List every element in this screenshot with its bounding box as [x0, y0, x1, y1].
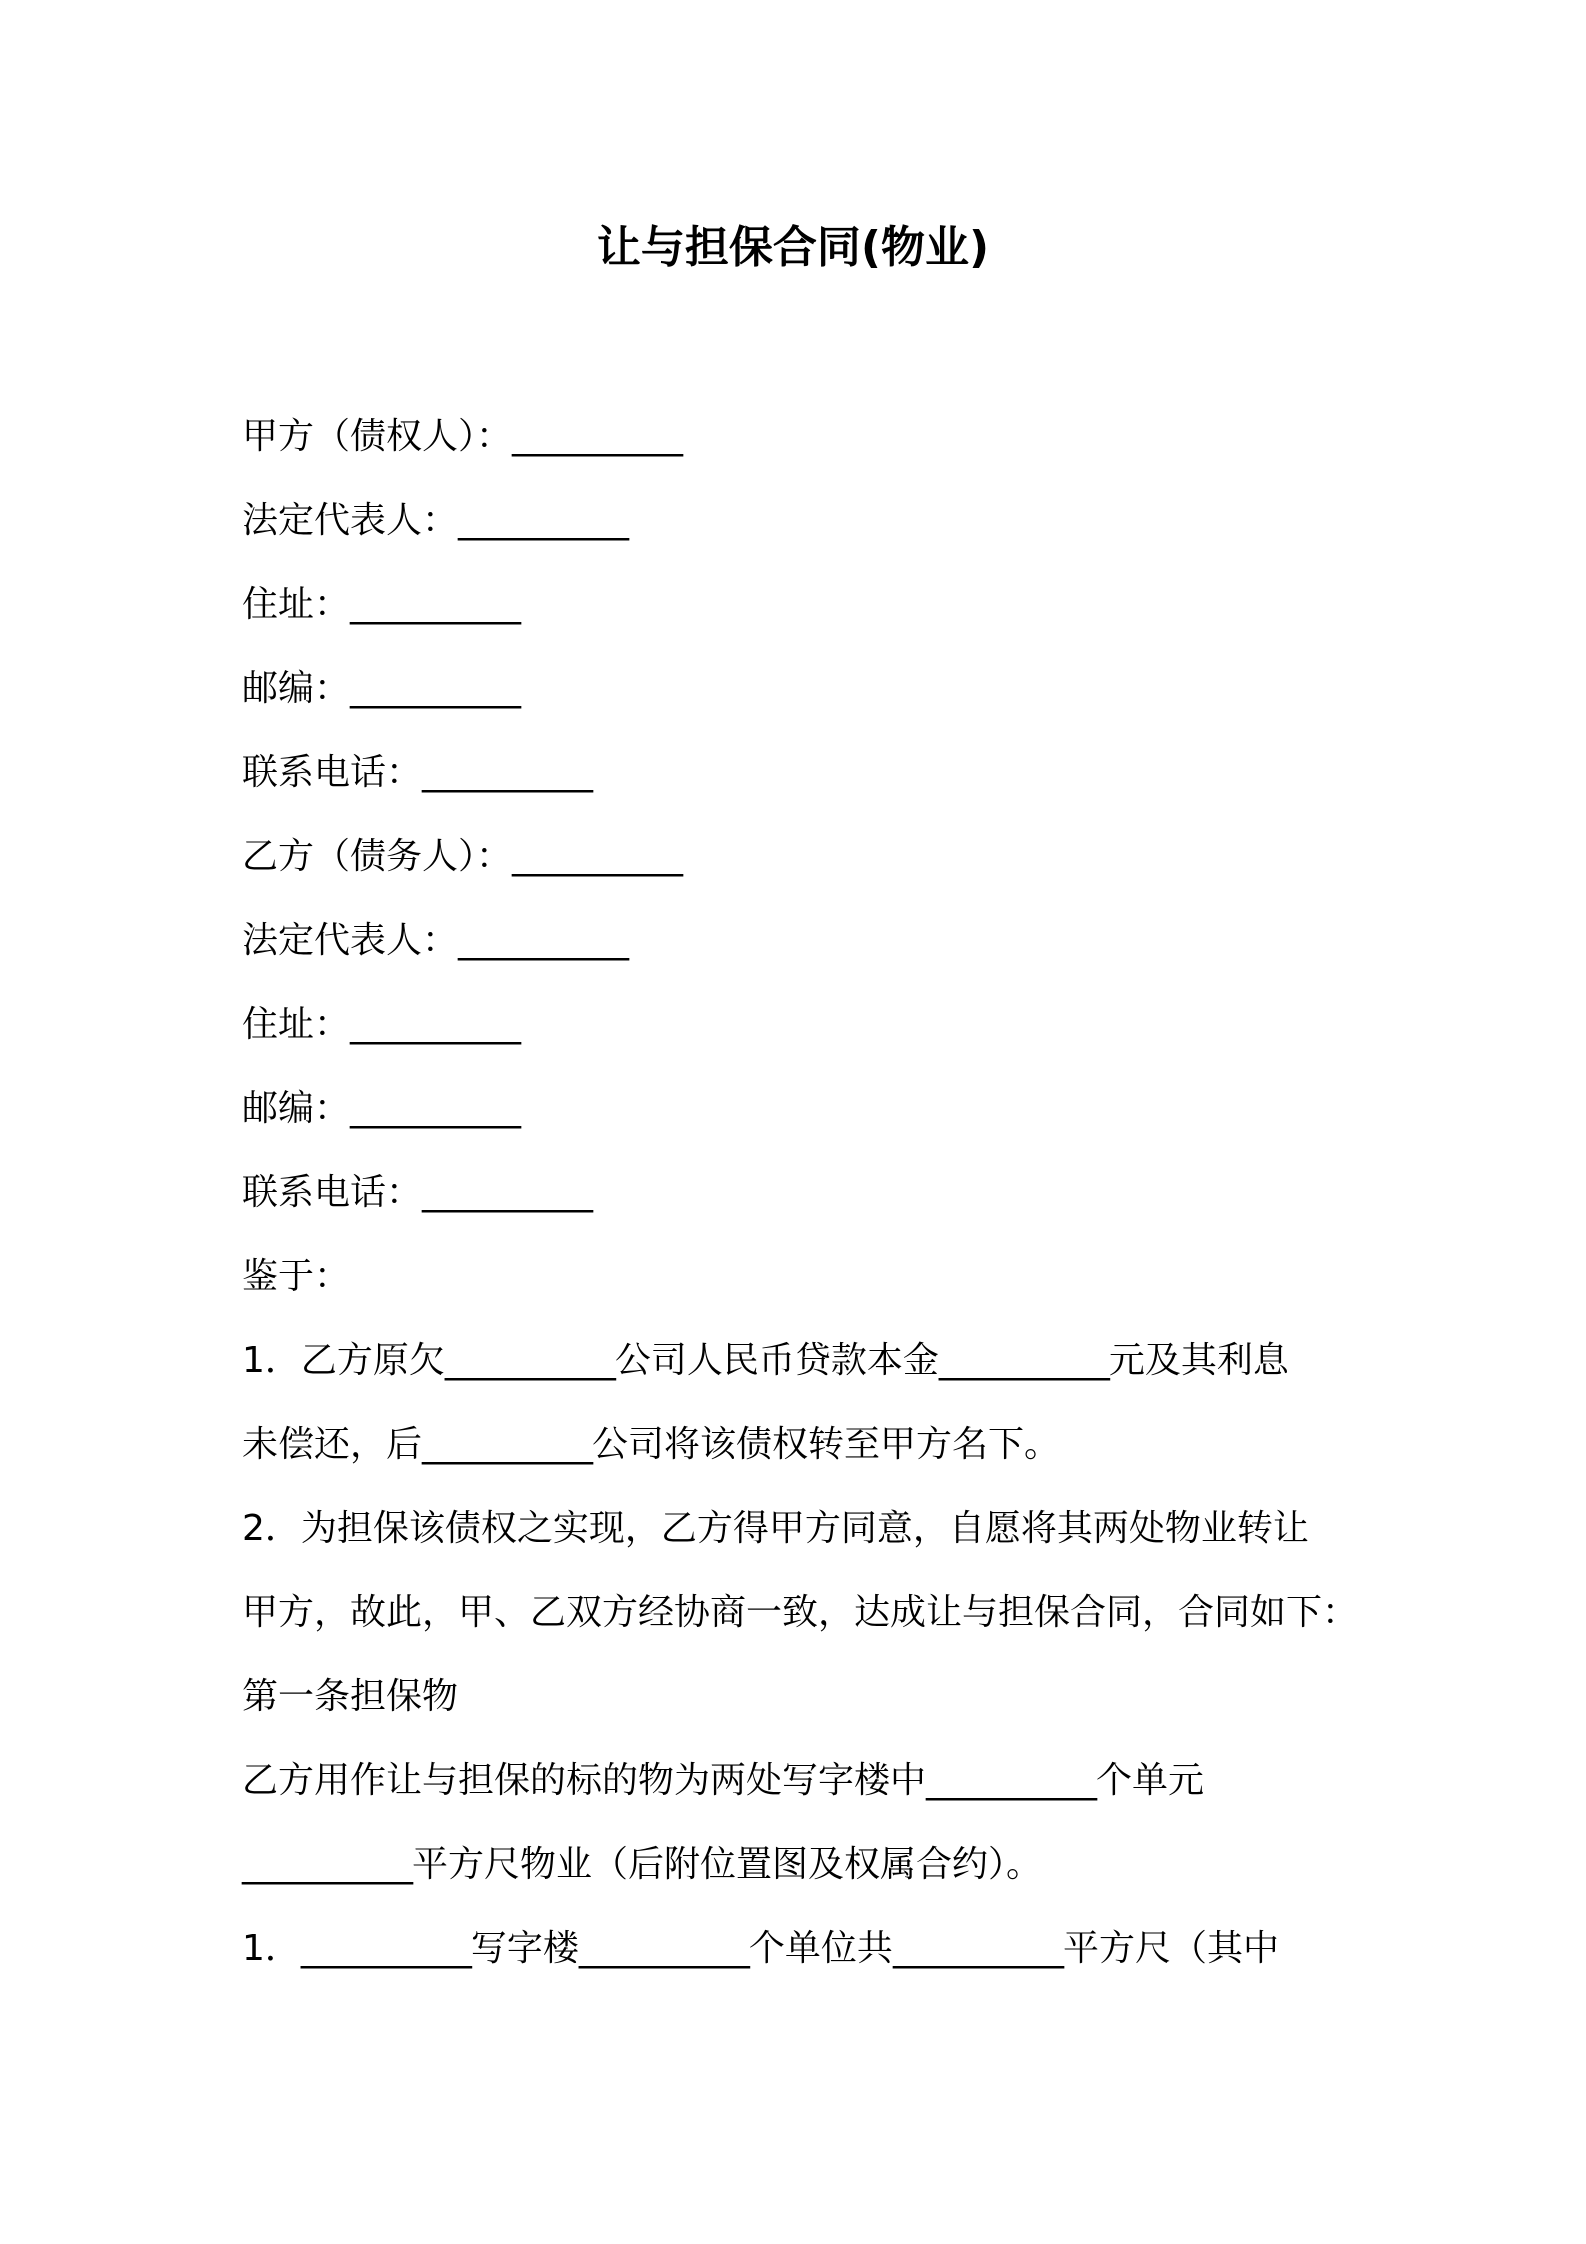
- party-a-rep-label: 法定代表人：: [242, 500, 459, 541]
- fill-blank: __________: [300, 1928, 471, 1969]
- fill-blank: __________: [926, 1760, 1097, 1801]
- document-title: 让与担保合同(物业): [596, 222, 990, 273]
- recital-1-text: 未偿还，后: [242, 1424, 423, 1465]
- fill-blank: __________: [350, 1088, 521, 1129]
- fill-blank: __________: [512, 836, 683, 877]
- article-1-heading: 第一条担保物: [242, 1676, 459, 1717]
- fill-blank: __________: [350, 584, 521, 625]
- party-b-line: [242, 828, 1362, 912]
- fill-blank: __________: [422, 752, 593, 793]
- article-1-item-text: 1．: [242, 1928, 301, 1969]
- party-b-phone-label: 联系电话：: [242, 1172, 423, 1213]
- article-1-text: 乙方用作让与担保的标的物为两处写字楼中: [242, 1760, 927, 1801]
- fill-blank: __________: [458, 500, 629, 541]
- fill-blank: __________: [938, 1340, 1109, 1381]
- recital-1-line-1: [242, 1332, 1362, 1416]
- party-a-postcode-label: 邮编：: [242, 668, 351, 709]
- whereas-label: 鉴于：: [242, 1256, 351, 1297]
- recital-1-line-2: [242, 1416, 1362, 1500]
- fill-blank: __________: [458, 920, 629, 961]
- recital-2-text: 甲方，故此，甲、乙双方经协商一致，达成让与担保合同，合同如下：: [242, 1592, 1359, 1633]
- recital-1-text: 公司将该债权转至甲方名下。: [592, 1424, 1061, 1465]
- recital-1-text: 公司人民币贷款本金: [614, 1340, 939, 1381]
- fill-blank: __________: [422, 1172, 593, 1213]
- recital-1-text: 元及其利息: [1108, 1340, 1289, 1381]
- party-b-phone-line: [242, 1164, 1362, 1248]
- party-b-postcode-label: 邮编：: [242, 1088, 351, 1129]
- party-a-rep-line: [242, 492, 1362, 576]
- party-a-line: [242, 408, 1362, 492]
- fill-blank: __________: [350, 1004, 521, 1045]
- article-1-heading-line: [242, 1668, 1362, 1752]
- recital-2-text: 2．为担保该债权之实现，乙方得甲方同意，自愿将其两处物业转让: [242, 1508, 1309, 1549]
- party-a-phone-line: [242, 744, 1362, 828]
- recital-2-line-2: [242, 1584, 1362, 1668]
- party-b-rep-line: [242, 912, 1362, 996]
- party-a-phone-label: 联系电话：: [242, 752, 423, 793]
- article-1-item-1-line: [242, 1920, 1362, 2004]
- party-b-address-line: [242, 996, 1362, 1080]
- fill-blank: __________: [512, 416, 683, 457]
- party-b-postcode-line: [242, 1080, 1362, 1164]
- recital-1-text: 1．乙方原欠: [242, 1340, 445, 1381]
- fill-blank: __________: [422, 1424, 593, 1465]
- party-a-postcode-line: [242, 660, 1362, 744]
- party-b-rep-label: 法定代表人：: [242, 920, 459, 961]
- party-b-address-label: 住址：: [242, 1004, 351, 1045]
- party-a-address-label: 住址：: [242, 584, 351, 625]
- fill-blank: __________: [350, 668, 521, 709]
- article-1-line-2: [242, 1836, 1362, 1920]
- recital-2-line-1: [242, 1500, 1362, 1584]
- document-body: [242, 408, 1362, 2004]
- article-1-line-1: [242, 1752, 1362, 1836]
- party-b-label: 乙方（债务人）：: [242, 836, 513, 877]
- fill-blank: __________: [578, 1928, 749, 1969]
- fill-blank: __________: [444, 1340, 615, 1381]
- fill-blank: __________: [242, 1844, 412, 1885]
- article-1-item-text: 个单位共: [748, 1928, 893, 1969]
- article-1-item-text: 平方尺（其中: [1062, 1928, 1279, 1969]
- whereas-line: [242, 1248, 1362, 1332]
- party-a-address-line: [242, 576, 1362, 660]
- party-a-label: 甲方（债权人）：: [242, 416, 513, 457]
- article-1-text: 个单元: [1096, 1760, 1205, 1801]
- fill-blank: __________: [892, 1928, 1063, 1969]
- article-1-item-text: 写字楼: [470, 1928, 579, 1969]
- article-1-text: 平方尺物业（后附位置图及权属合约）。: [412, 1844, 1043, 1885]
